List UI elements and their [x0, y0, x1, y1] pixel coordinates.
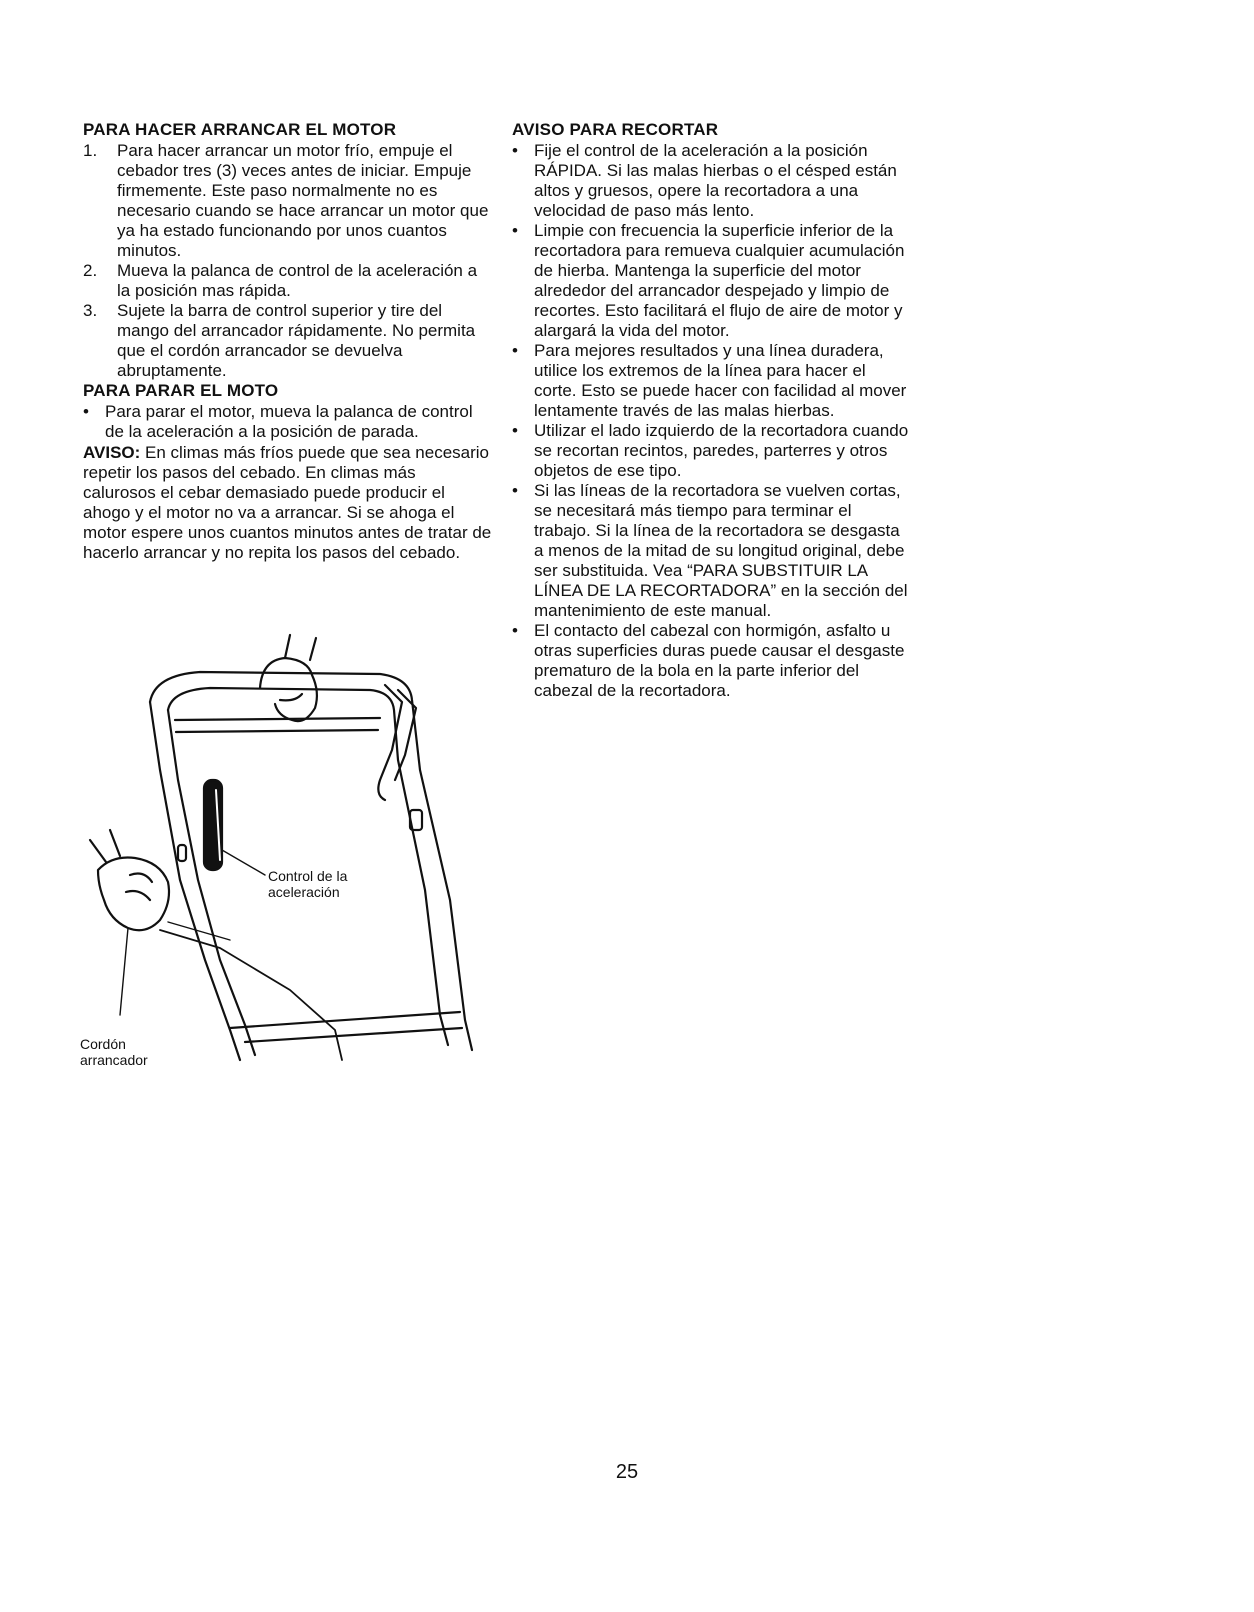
page-number: 25 [615, 1461, 639, 1483]
notice-label: AVISO: [83, 443, 141, 462]
tip-text: Limpie con frecuencia la superficie inferior de la recortadora para remueva cualquier acumulación de hierba. Mantenga la superficie del motor alrededor del arrancador despejado y limpio de recortes. Esto facilitará el flujo de aire de motor y alargará la vida del motor. [534, 221, 905, 340]
tip-text: Para mejores resultados y una línea duradera, utilice los extremos de la línea para hacer el corte. Esto se puede hacer con facilidad al mover lentamente través de las malas hierbas. [534, 341, 907, 420]
list-item [512, 621, 912, 701]
bullet-glyph: • [83, 402, 89, 421]
bullet-glyph: • [512, 221, 518, 240]
list-item [512, 141, 912, 221]
step-text: Para hacer arrancar un motor frío, empuje el cebador tres (3) veces antes de iniciar. Empuje firmemente. Este paso normalmente no es necesario cuando se hace arrancar un motor que ya ha estado funcionando por unos cuantos minutos. [117, 141, 489, 260]
list-item [512, 481, 912, 621]
throttle-control-label [268, 868, 347, 900]
stop-list [83, 402, 493, 442]
cord-label-line1: Cordón [80, 1036, 126, 1052]
list-item [83, 301, 493, 381]
mower-handle-drawing [80, 630, 500, 1080]
starter-cord-label [80, 1036, 148, 1068]
tip-text: Si las líneas de la recortadora se vuelven cortas, se necesitará más tiempo para terminar el trabajo. Si la línea de la recortadora se desgasta a menos de la mitad de su longitud original, debe ser substituida. Vea “PARA SUBSTITUIR LA LÍNEA DE LA RECORTADORA” en la sección del mantenimiento de este manual. [534, 481, 908, 620]
start-engine-heading: PARA HACER ARRANCAR EL MOTOR [83, 120, 397, 139]
notice-text: En climas más fríos puede que sea necesario repetir los pasos del cebado. En climas más calurosos el cebar demasiado puede producir el ahogo y el motor no va a arrancar. Si se ahoga el motor espere unos cuantos minutos antes de tratar de hacerlo arrancar y no repita los pasos del cebado. [83, 443, 492, 562]
bullet-glyph: • [512, 421, 518, 440]
step-text: Sujete la barra de control superior y tire del mango del arrancador rápidamente. No permita que el cordón arrancador se devuelva abruptamente. [117, 301, 476, 380]
trimming-tips-list [512, 141, 912, 701]
list-item [83, 261, 493, 301]
right-column [512, 120, 912, 701]
step-text: Mueva la palanca de control de la aceleración a la posición mas rápida. [117, 261, 478, 300]
list-item [83, 402, 493, 442]
tip-text: Fije el control de la aceleración a la posición RÁPIDA. Si las malas hierbas o el césped están altos y gruesos, opere la recortadora a una velocidad de paso más lento. [534, 141, 897, 220]
bullet-glyph: • [512, 621, 518, 640]
tip-text: El contacto del cabezal con hormigón, asfalto u otras superficies duras puede causar el desgaste prematuro de la bola en la parte inferior del cabezal de la recortadora. [534, 621, 905, 700]
trimming-tips-heading: AVISO PARA RECORTAR [512, 120, 719, 139]
bullet-glyph: • [512, 141, 518, 160]
left-column [83, 120, 493, 563]
bullet-glyph: • [512, 341, 518, 360]
list-item [512, 221, 912, 341]
list-item [512, 421, 912, 481]
list-item [512, 341, 912, 421]
cord-label-line2: arrancador [80, 1052, 148, 1068]
step-number: 2. [83, 261, 98, 280]
stop-engine-heading: PARA PARAR EL MOTO [83, 381, 279, 400]
mower-handle-illustration [80, 630, 500, 1080]
step-number: 3. [83, 301, 98, 320]
throttle-label-line1: Control de la [268, 868, 348, 884]
list-item [83, 141, 493, 261]
tip-text: Utilizar el lado izquierdo de la recortadora cuando se recortan recintos, paredes, parterres y otros objetos de ese tipo. [534, 421, 909, 480]
bullet-glyph: • [512, 481, 518, 500]
throttle-label-line2: aceleración [268, 884, 340, 900]
notice-paragraph [83, 443, 493, 563]
stop-bullet-text: Para parar el motor, mueva la palanca de control de la aceleración a la posición de parada. [105, 402, 473, 441]
start-steps-list [83, 141, 493, 381]
step-number: 1. [83, 141, 98, 160]
